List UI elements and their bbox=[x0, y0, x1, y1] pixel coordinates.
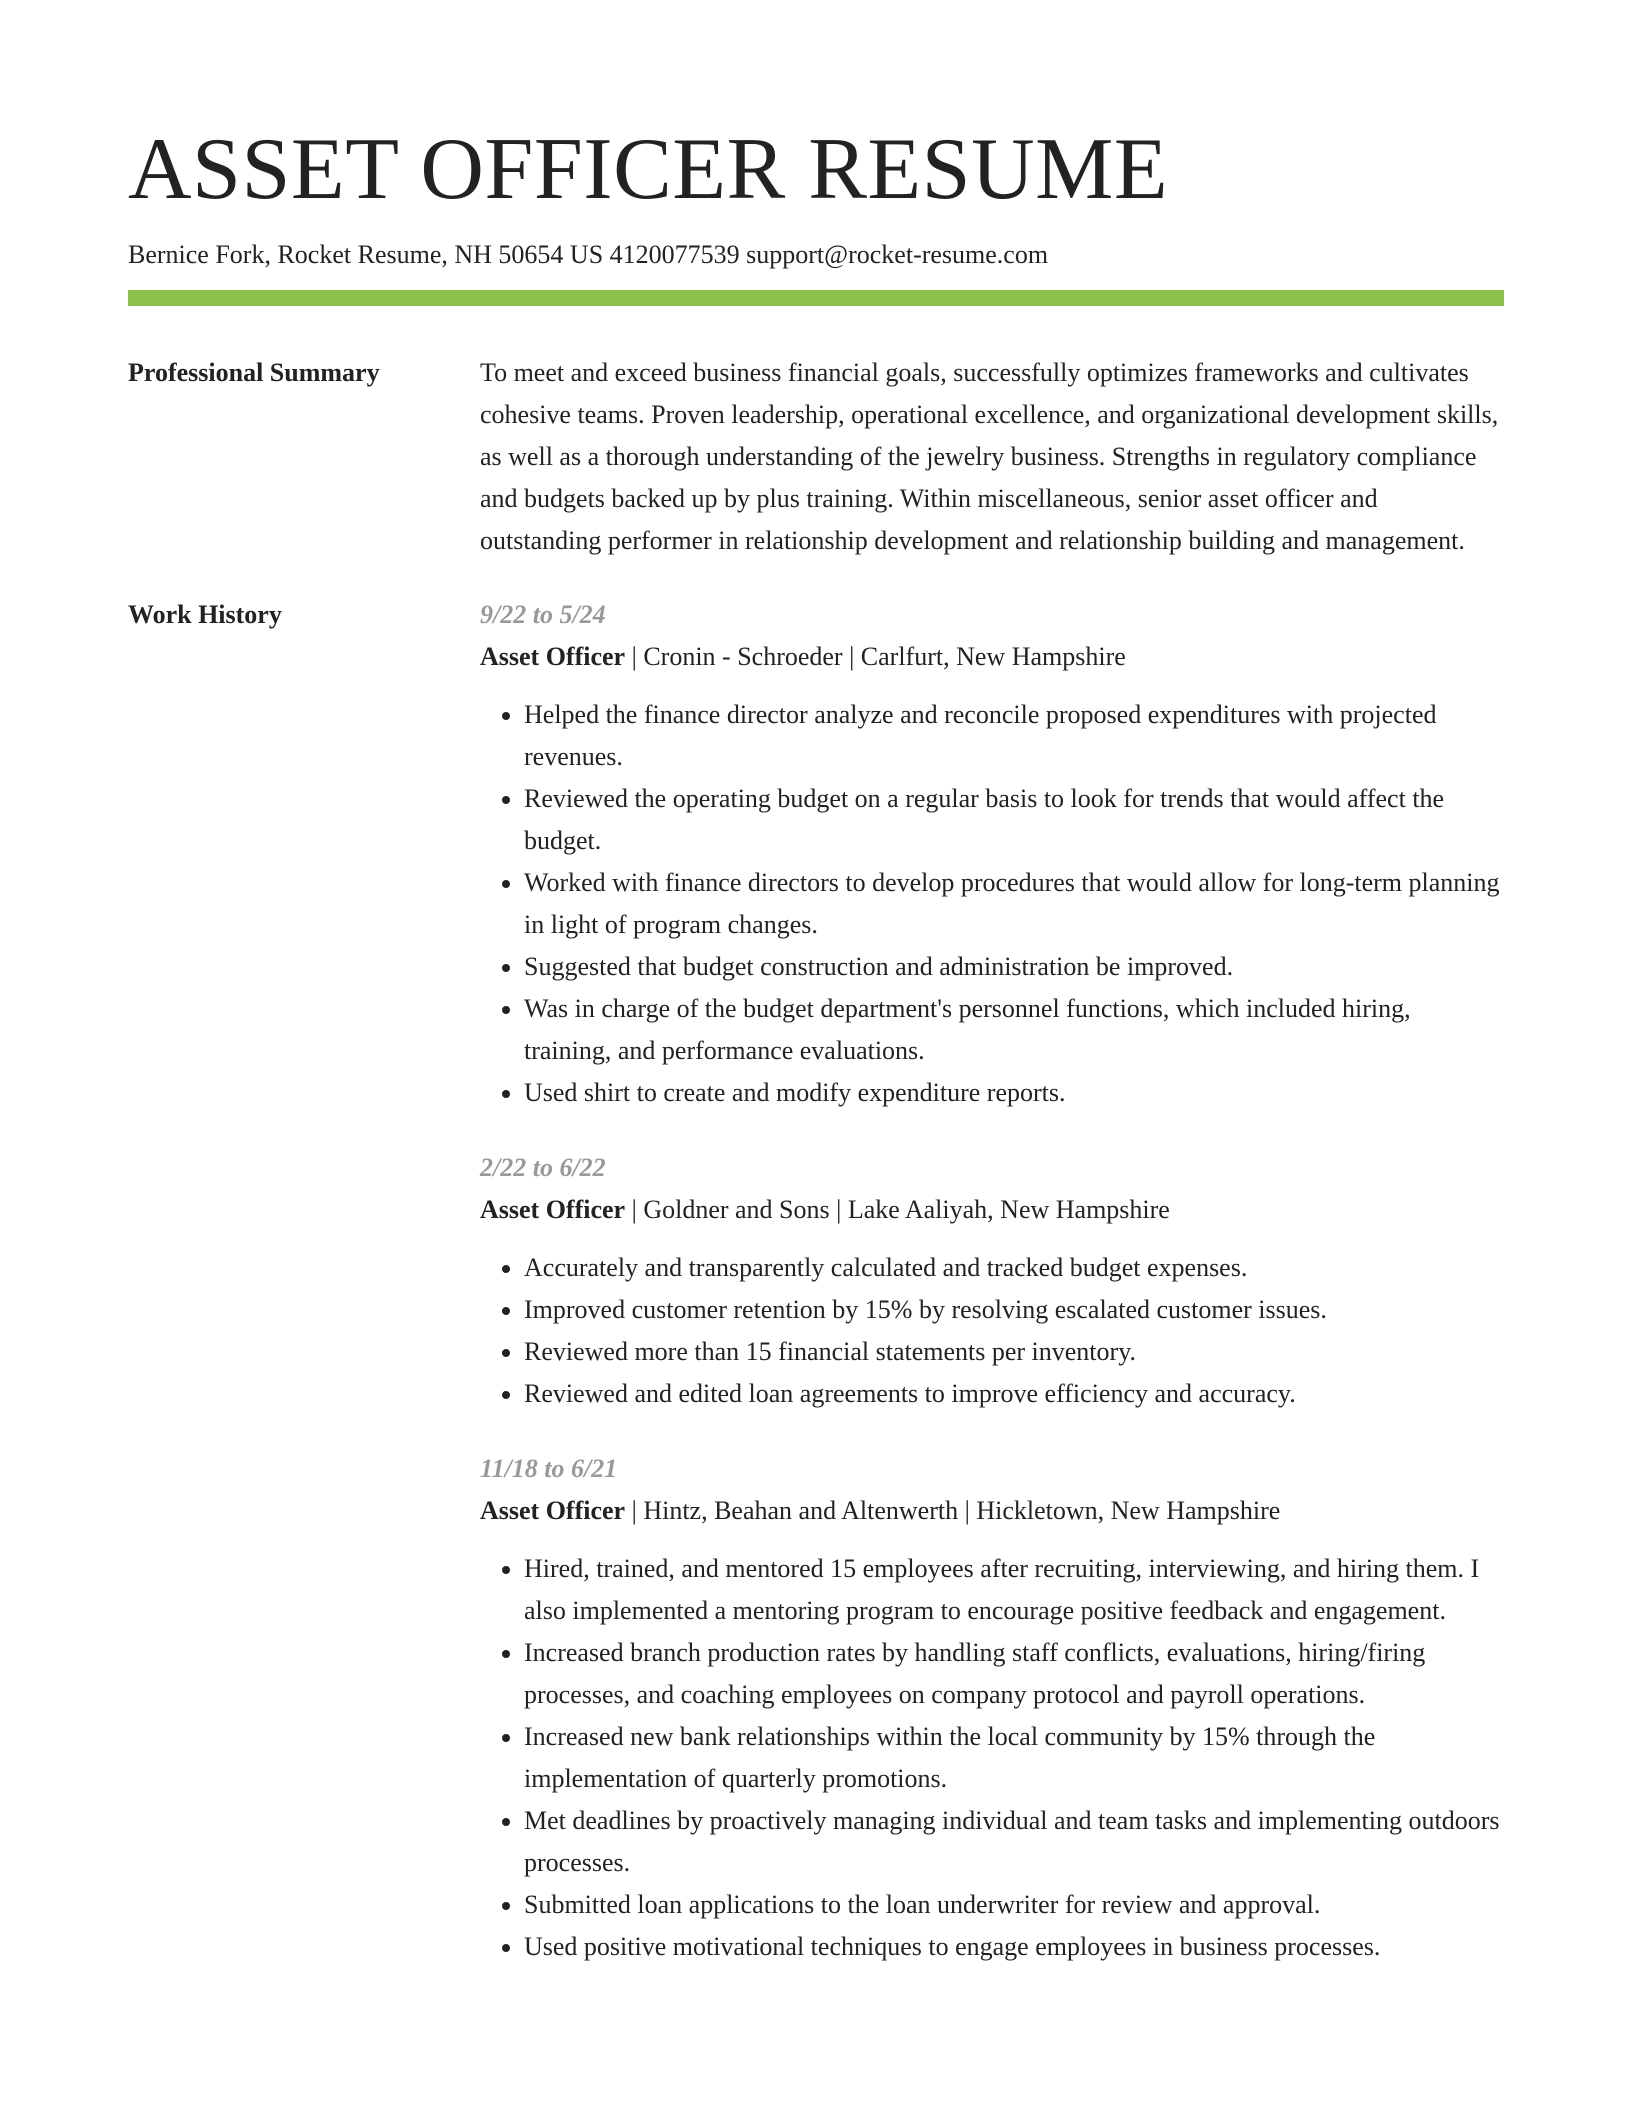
job-bullet: • Worked with finance directors to develop procedures that would allow for long-term planning in light of program changes. bbox=[524, 862, 1504, 946]
job-details: | Cronin - Schroeder | Carlfurt, New Hampshire bbox=[625, 642, 1126, 671]
job-entry bbox=[480, 1448, 1504, 1968]
job-bullet: • Increased branch production rates by handling staff conflicts, evaluations, hiring/firing processes, and coaching employees on company protocol and payroll operations. bbox=[524, 1632, 1504, 1716]
work-history-section bbox=[128, 594, 1504, 2001]
job-bullet: • Used shirt to create and modify expenditure reports. bbox=[524, 1072, 1504, 1114]
job-bullet: • Suggested that budget construction and administration be improved. bbox=[524, 946, 1504, 988]
job-title: Asset Officer bbox=[480, 1496, 626, 1525]
job-dates: 2/22 to 6/22 bbox=[480, 1153, 606, 1182]
section-label-work-history: Work History bbox=[128, 600, 282, 629]
job-heading bbox=[480, 636, 1504, 678]
job-bullet: • Reviewed more than 15 financial statements per inventory. bbox=[524, 1331, 1504, 1373]
professional-summary-section bbox=[128, 352, 1504, 562]
job-heading bbox=[480, 1189, 1504, 1231]
job-bullets bbox=[480, 1548, 1504, 1968]
job-bullet: • Submitted loan applications to the loan underwriter for review and approval. bbox=[524, 1884, 1504, 1926]
resume-page bbox=[128, 118, 1504, 2001]
job-entry bbox=[480, 1147, 1504, 1415]
accent-divider bbox=[128, 290, 1504, 306]
job-bullet: • Reviewed and edited loan agreements to improve efficiency and accuracy. bbox=[524, 1373, 1504, 1415]
job-bullet: • Improved customer retention by 15% by resolving escalated customer issues. bbox=[524, 1289, 1504, 1331]
job-bullet: • Met deadlines by proactively managing individual and team tasks and implementing outdoors processes. bbox=[524, 1800, 1504, 1884]
summary-text: To meet and exceed business financial goals, successfully optimizes frameworks and cultivates cohesive teams. Proven leadership, operational excellence, and organizational development skills, as well as a thorough understanding of the jewelry business. Strengths in regulatory compliance and budgets backed up by plus training. Within miscellaneous, senior asset officer and outstanding performer in relationship development and relationship building and management. bbox=[480, 358, 1499, 555]
job-bullet: • Helped the finance director analyze and reconcile proposed expenditures with projected revenues. bbox=[524, 694, 1504, 778]
job-bullet: • Reviewed the operating budget on a regular basis to look for trends that would affect the budget. bbox=[524, 778, 1504, 862]
job-title: Asset Officer bbox=[480, 1195, 626, 1224]
job-dates: 11/18 to 6/21 bbox=[480, 1454, 618, 1483]
resume-title: ASSET OFFICER RESUME bbox=[128, 121, 1169, 218]
job-heading bbox=[480, 1490, 1504, 1532]
job-bullets bbox=[480, 694, 1504, 1114]
job-bullet: • Used positive motivational techniques to engage employees in business processes. bbox=[524, 1926, 1504, 1968]
section-label-summary: Professional Summary bbox=[128, 358, 380, 387]
job-entry bbox=[480, 594, 1504, 1114]
job-bullet: • Accurately and transparently calculated and tracked budget expenses. bbox=[524, 1247, 1504, 1289]
contact-line: Bernice Fork, Rocket Resume, NH 50654 US 4120077539 support@rocket-resume.com bbox=[128, 240, 1049, 269]
job-bullet: • Increased new bank relationships within the local community by 15% through the implementation of quarterly promotions. bbox=[524, 1716, 1504, 1800]
job-bullet: • Hired, trained, and mentored 15 employees after recruiting, interviewing, and hiring them. I also implemented a mentoring program to encourage positive feedback and engagement. bbox=[524, 1548, 1504, 1632]
job-dates: 9/22 to 5/24 bbox=[480, 600, 606, 629]
job-title: Asset Officer bbox=[480, 642, 626, 671]
job-details: | Hintz, Beahan and Altenwerth | Hickletown, New Hampshire bbox=[625, 1496, 1281, 1525]
job-details: | Goldner and Sons | Lake Aaliyah, New Hampshire bbox=[625, 1195, 1170, 1224]
job-bullet: • Was in charge of the budget department's personnel functions, which included hiring, training, and performance evaluations. bbox=[524, 988, 1504, 1072]
job-bullets bbox=[480, 1247, 1504, 1415]
